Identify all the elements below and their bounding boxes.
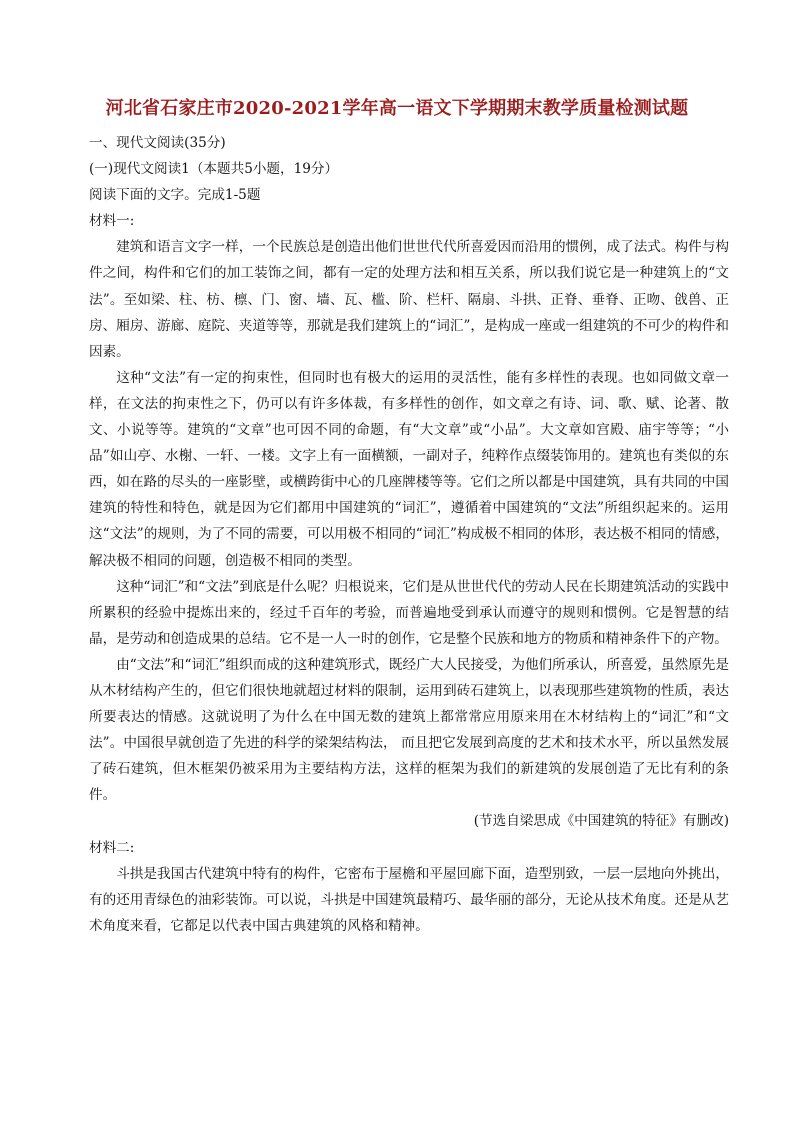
document-body [89,130,729,939]
subsection-heading: (一)现代文阅读1（本题共5小题，19分） [89,161,339,178]
document-title: 河北省石家庄市2020-2021学年高一语文下学期期末教学质量检测试题 [105,98,689,119]
material-one-paragraph-3: 这种“词汇”和“文法”到底是什么呢？归根说来，它们是从世世代代的劳动人民在长期建筑活动的实践中所累积的经验中提炼出来的，经过千百年的考验，而普遍地受到承认而遵守的规则和惯例。它是智慧的结晶，是劳动和创造成果的总结。它不是一人一时的创作，它是整个民族和地方的物质和精神条件下的产物。 [89,578,729,647]
material-two-paragraph-1: 斗拱是我国古代建筑中特有的构件，它密布于屋檐和平屋回廊下面，造型别致，一层一层地向外挑出，有的还用青绿色的油彩装饰。可以说，斗拱是中国建筑最精巧、最华丽的部分，无论从技术角度。还是从艺术角度来看，它都足以代表中国古典建筑的风格和精神。 [89,865,729,934]
material-one-paragraph-1: 建筑和语言文字一样，一个民族总是创造出他们世世代代所喜爱因而沿用的惯例，成了法式。构件与构件之间，构件和它们的加工装饰之间，都有一定的处理方法和相互关系，所以我们说它是一种建筑上的“文法”。至如梁、柱、枋、檩、门、窗、墙、瓦、槛、阶、栏杆、隔扇、斗拱、正脊、垂脊、正吻、戗兽、正房、厢房、游廊、庭院、夹道等等，那就是我们建筑上的“词汇”，是构成一座或一组建筑的不可少的构件和因素。 [89,239,729,360]
material-one-paragraph-2: 这种“文法”有一定的拘束性，但同时也有极大的运用的灵活性，能有多样性的表现。也如同做文章一样，在文法的拘束性之下，仍可以有许多体裁，有多样性的创作，如文章之有诗、词、歌、赋、论著、散文、小说等等。建筑的“文章”也可因不同的命题，有“大文章”或“小品”。大文章如宫殿、庙宇等等；“小品”如山亭、水榭、一轩、一楼。文字上有一面横额，一副对子，纯粹作点缀装饰用的。建筑也有类似的东西，如在路的尽头的一座影壁，或横跨街中心的几座牌楼等等。它们之所以都是中国建筑，具有共同的中国建筑的特性和特色，就是因为它们都用中国建筑的“词汇”，遵循着中国建筑的“文法”所组织起来的。运用这“文法”的规则，为了不同的需要，可以用极不相同的“词汇”构成极不相同的体形，表达极不相同的情感，解决极不相同的问题，创造极不相同的类型。 [89,369,729,569]
material-one-paragraph-4: 由“文法”和“词汇”组织而成的这种建筑形式，既经广大人民接受，为他们所承认，所喜爱，虽然原先是从木材结构产生的，但它们很快地就超过材料的限制，运用到砖石建筑上，以表现那些建筑物的性质，表达所要表达的情感。这就说明了为什么在中国无数的建筑上都常常应用原来用在木材结构上的“词汇”和“文法”。中国很早就创造了先进的科学的梁架结构法， 而且把它发展到高度的艺术和技术水平，所以虽然发展了砖石建筑，但木框架仍被采用为主要结构方法，这样的框架为我们的新建筑的发展创造了无比有利的条件。 [89,656,729,804]
reading-instruction: 阅读下面的文字。完成1-5题 [89,187,261,204]
material-one-label: 材料一: [89,213,135,230]
material-two-label: 材料二: [89,839,135,856]
section-heading: 一、现代文阅读(35分) [89,135,226,151]
material-one-source: (节选自梁思成《中国建筑的特征》有删改) [473,813,729,830]
